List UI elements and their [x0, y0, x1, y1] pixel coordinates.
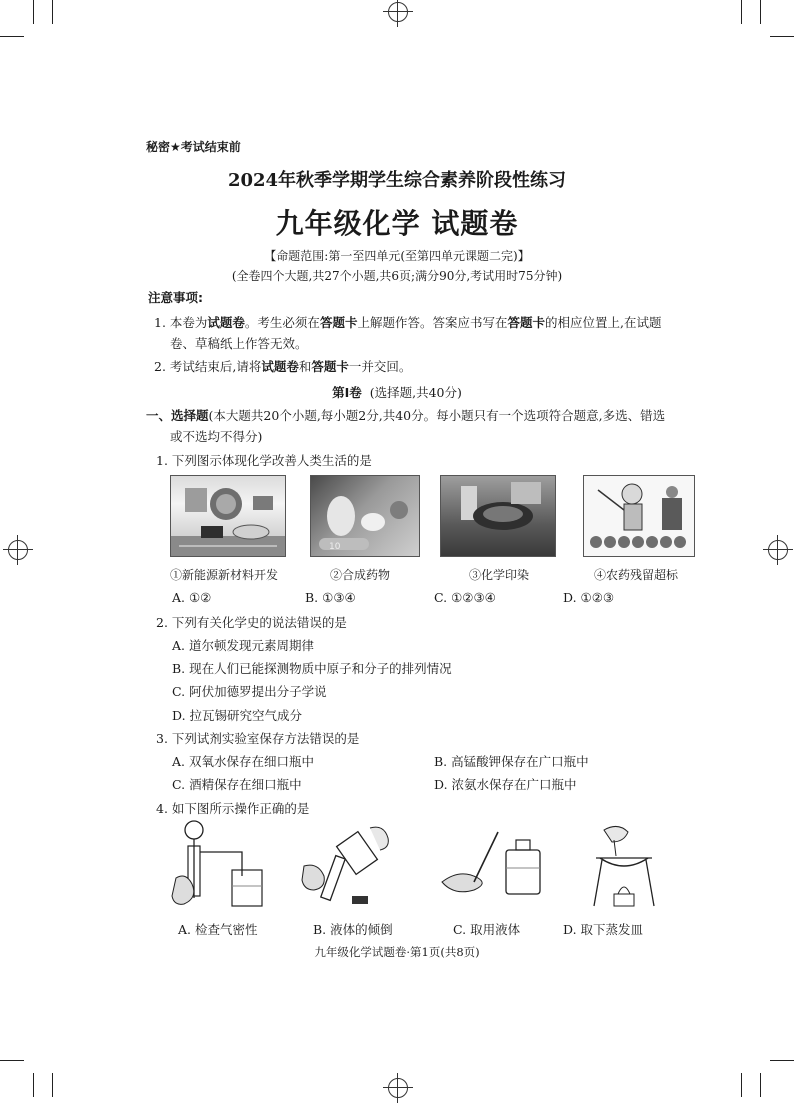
- note-text: 。考生必须在: [244, 315, 320, 330]
- liquid-dropper-diagram: [438, 826, 548, 906]
- crop-mark: [760, 1073, 761, 1097]
- registration-mark-top: [388, 2, 408, 22]
- note-1-line2: 卷、草稿纸上作答无效。: [170, 336, 308, 351]
- caption-2: ②合成药物: [330, 568, 391, 582]
- note-text: 一并交回。: [348, 359, 412, 374]
- liquid-pouring-diagram: [298, 822, 402, 910]
- caption-3: ③化学印染: [469, 568, 530, 582]
- part-number: 一、: [146, 408, 172, 423]
- question-3-stem: 3. 下列试剂实验室保存方法错误的是: [156, 731, 360, 746]
- q3-option-c[interactable]: C. 酒精保存在细口瓶中: [172, 777, 302, 792]
- note-bold: 试题卷: [261, 359, 299, 374]
- section-header: [0, 383, 794, 401]
- q1-option-a[interactable]: A. ①②: [172, 590, 212, 605]
- crop-mark: [760, 0, 761, 24]
- q1-option-d[interactable]: D. ①②③: [563, 590, 615, 605]
- q3-option-b[interactable]: B. 高锰酸钾保存在广口瓶中: [434, 754, 589, 769]
- note-bold: 答题卡: [507, 315, 545, 330]
- question-2-stem: 2. 下列有关化学史的说法错误的是: [156, 615, 347, 630]
- q4-option-c[interactable]: C. 取用液体: [453, 922, 521, 937]
- q2-option-d[interactable]: D. 拉瓦锡研究空气成分: [172, 708, 303, 723]
- note-bold: 答题卡: [319, 315, 358, 330]
- note-bold: 答题卡: [311, 359, 349, 374]
- note-text: 上解题作答。答案应书写在: [357, 315, 508, 330]
- new-energy-illustration: [171, 476, 285, 556]
- note-bold: 试题卷: [207, 315, 245, 330]
- q1-option-c[interactable]: C. ①②③④: [434, 590, 496, 605]
- q2-option-c[interactable]: C. 阿伏加德罗提出分子学说: [172, 684, 327, 699]
- crop-mark: [33, 0, 34, 24]
- question-4-stem: 4. 如下图所示操作正确的是: [156, 801, 310, 816]
- q1-option-b[interactable]: B. ①③④: [305, 590, 356, 605]
- crop-mark: [52, 0, 53, 24]
- exam-range: 【命题范围:第一至四单元(至第四单元课题二完)】: [264, 249, 530, 263]
- registration-mark-right: [768, 540, 788, 560]
- photo-page-number: 10: [329, 542, 341, 552]
- crop-mark: [741, 0, 742, 24]
- part-heading-line2: 或不选均不得分): [170, 429, 263, 444]
- question-1-stem: 1. 下列图示体现化学改善人类生活的是: [156, 453, 372, 468]
- confidential-label: 秘密★考试结束前: [146, 140, 241, 154]
- crop-mark: [741, 1073, 742, 1097]
- caption-1: ①新能源新材料开发: [170, 568, 279, 582]
- exam-title: 2024年秋季学期学生综合素养阶段性练习: [227, 170, 567, 191]
- note-2: [154, 357, 411, 375]
- caption-4: ④农药残留超标: [594, 568, 679, 582]
- q3-option-a[interactable]: A. 双氧水保存在细口瓶中: [172, 754, 314, 769]
- q2-option-a[interactable]: A. 道尔顿发现元素周期律: [172, 638, 314, 653]
- q2-option-b[interactable]: B. 现在人们已能探测物质中原子和分子的排列情况: [172, 661, 452, 676]
- pesticide-cartoon: [584, 476, 694, 556]
- crop-mark: [0, 36, 24, 37]
- crop-mark: [770, 36, 794, 37]
- part-desc: (本大题共20个小题,每小题2分,共40分。每小题只有一个选项符合题意,多选、错选: [208, 408, 666, 423]
- crop-mark: [33, 1073, 34, 1097]
- paper-title: 九年级化学 试题卷: [275, 207, 519, 240]
- q4-option-d[interactable]: D. 取下蒸发皿: [563, 922, 644, 937]
- q3-option-d[interactable]: D. 浓氨水保存在广口瓶中: [434, 777, 577, 792]
- page-footer: 九年级化学试题卷·第1页(共8页): [314, 945, 480, 959]
- crop-mark: [0, 1060, 24, 1061]
- photo-new-energy: [170, 475, 286, 557]
- note-text: 和: [298, 359, 312, 374]
- photo-synthetic-drugs: [310, 475, 420, 557]
- registration-mark-bottom: [388, 1078, 408, 1098]
- dyeing-illustration: [441, 476, 555, 556]
- note-text: 2. 考试结束后,请将: [154, 359, 262, 374]
- q4-option-a[interactable]: A. 检查气密性: [178, 922, 258, 937]
- registration-mark-left: [8, 540, 28, 560]
- note-text: 1. 本卷为: [154, 315, 208, 330]
- exam-info: (全卷四个大题,共27个小题,共6页;满分90分,考试用时75分钟): [231, 269, 563, 283]
- note-1: [154, 313, 661, 331]
- section-label: 第Ⅰ卷: [332, 385, 362, 400]
- q4-option-b[interactable]: B. 液体的倾倒: [313, 922, 393, 937]
- crop-mark: [52, 1073, 53, 1097]
- medicine-illustration: [311, 476, 419, 556]
- section-desc: (选择题,共40分): [369, 385, 462, 400]
- photo-pesticide-residue: [583, 475, 695, 557]
- evaporating-dish-diagram: [574, 822, 674, 912]
- part-title: 选择题: [171, 408, 209, 423]
- crop-mark: [770, 1060, 794, 1061]
- note-text: 的相应位置上,在试题: [544, 315, 662, 330]
- notes-heading: 注意事项:: [148, 290, 203, 305]
- photo-chemical-dyeing: [440, 475, 556, 557]
- airtightness-check-diagram: [168, 818, 272, 908]
- part-heading: [146, 406, 665, 424]
